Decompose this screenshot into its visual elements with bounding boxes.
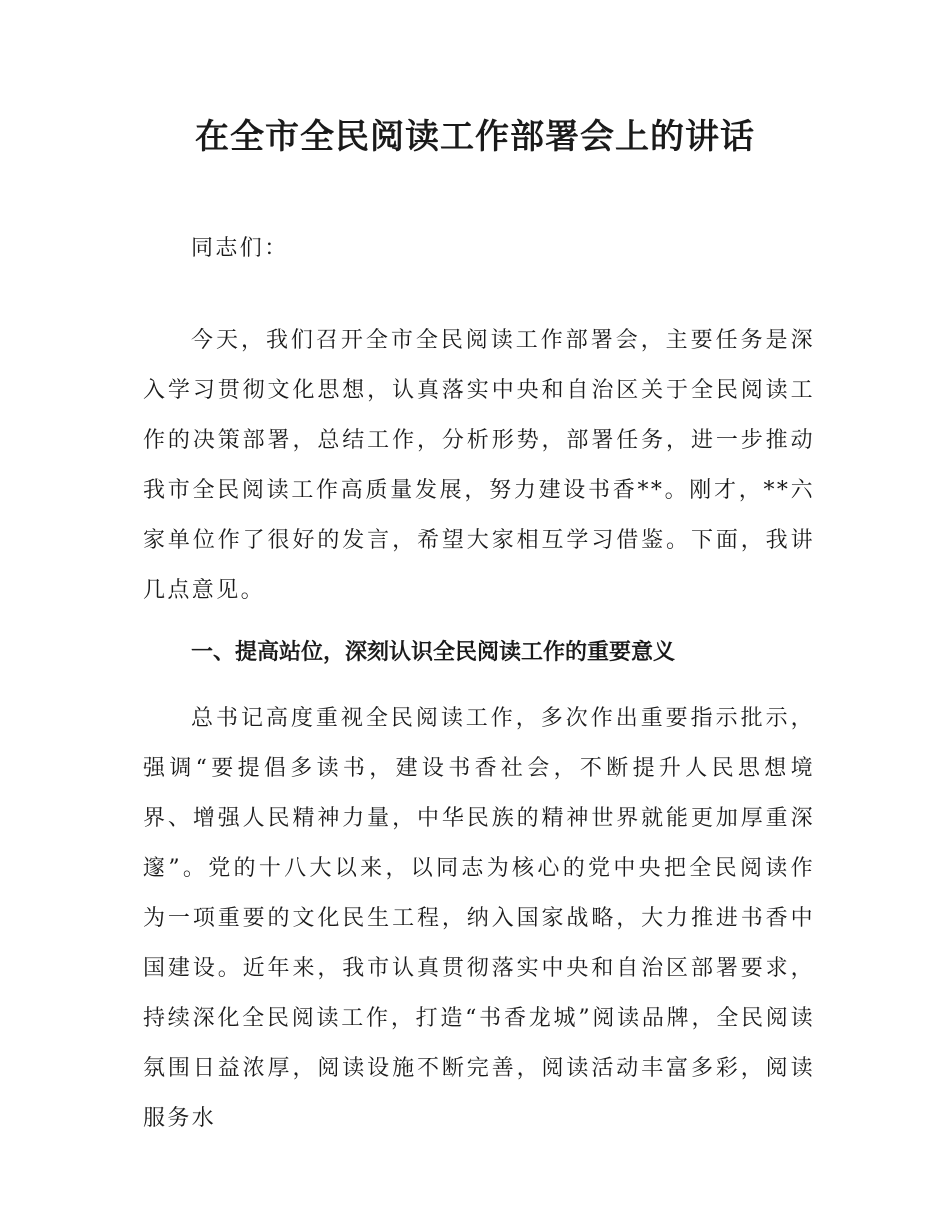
salutation: 同志们： [191,236,289,261]
section-heading-1: 一、提高站位，深刻认识全民阅读工作的重要意义 [191,640,676,665]
paragraph-section-1: 总书记高度重视全民阅读工作，多次作出重要指示批示，强调“要提倡多读书，建设书香社会，不断提升人民思想境界、增强人民精神力量，中华民族的精神世界就能更加厚重深邃”。党的十八大以来，以同志为核心的党中央把全民阅读作为一项重要的文化民生工程，纳入国家战略，大力推进书香中国建设。近年来，我市认真贯彻落实中央和自治区部署要求，持续深化全民阅读工作，打造“书香龙城”阅读品牌，全民阅读氛围日益浓厚，阅读设施不断完善，阅读活动丰富多彩，阅读服务水 [143,706,815,1131]
paragraph-opening: 今天，我们召开全市全民阅读工作部署会，主要任务是深入学习贯彻文化思想，认真落实中央和自治区关于全民阅读工作的决策部署，总结工作，分析形势，部署任务，进一步推动我市全民阅读工作高质量发展，努力建设书香**。刚才，**六家单位作了很好的发言，希望大家相互学习借鉴。下面，我讲几点意见。 [143,328,815,603]
document-title: 在全市全民阅读工作部署会上的讲话 [195,117,755,157]
